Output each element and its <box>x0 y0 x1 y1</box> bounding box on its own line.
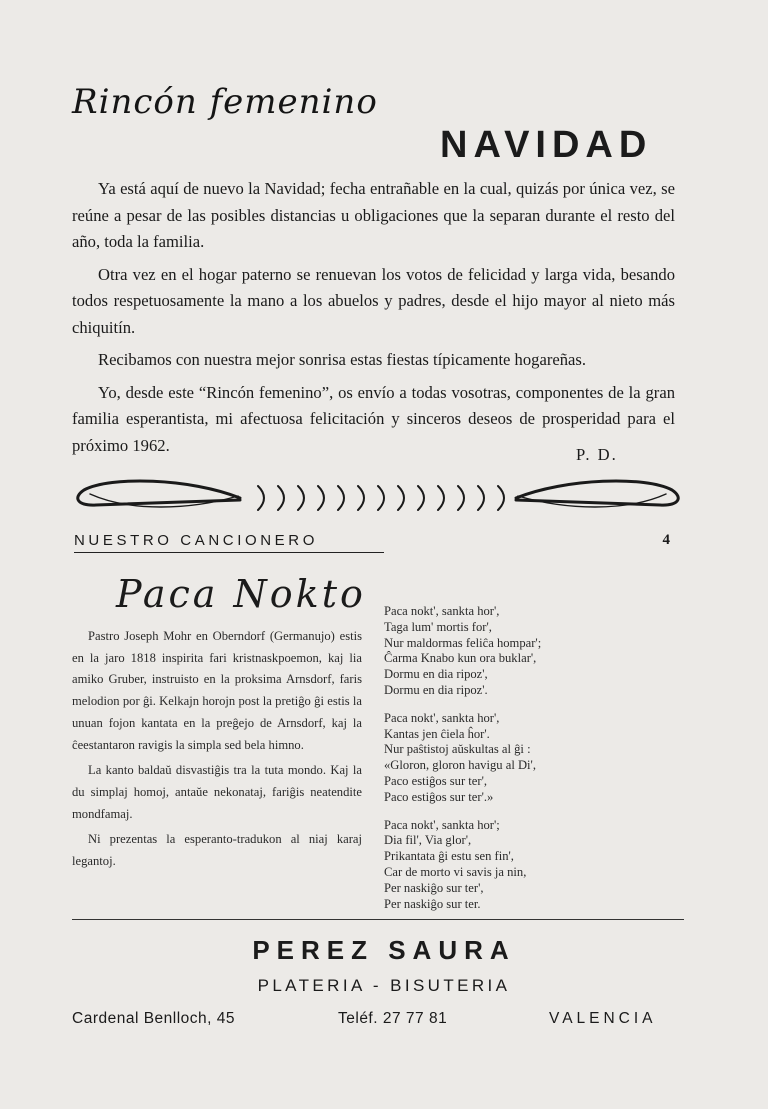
verse-line: Car de morto vi savis ja nin, <box>384 864 527 879</box>
advertiser-subtitle: PLATERIA - BISUTERIA <box>257 976 511 995</box>
verse-line: Paco estiĝos sur ter', <box>384 773 488 788</box>
song-verses <box>384 604 684 924</box>
verse-line: Paca nokt', sankta hor', <box>384 604 500 618</box>
song-title: Paca Nokto <box>116 572 366 616</box>
verse-line: Kantas jen ĉiela ĥor'. <box>384 726 490 741</box>
stanza <box>384 818 684 913</box>
horizontal-rule <box>72 919 684 920</box>
verse-line: Dormu en dia ripoz'. <box>384 682 488 697</box>
verse-line: Paca nokt', sankta hor'; <box>384 817 500 832</box>
advertiser-address: Cardenal Benlloch, 45 <box>72 1010 236 1027</box>
advertiser-phone: Teléf. 27 77 81 <box>338 1010 448 1027</box>
section-script-title: Rincón femenino <box>72 82 378 122</box>
verse-line: Ĉarma Knabo kun ora buklar', <box>384 651 537 666</box>
article-paragraph: Yo, desde este “Rincón femenino”, os envío a todas vosotras, componentes de la gran familia esperantista, mi afectuosa felicitación y sinceros deseos de prosperidad para el próximo 1962. <box>72 382 675 455</box>
verse-line: Nur paŝtistoj aŭskultas al ĝi : <box>384 742 531 757</box>
verse-line: Prikantata ĝi estu sen fin', <box>384 849 514 864</box>
article-signature: P. D. <box>576 445 618 464</box>
verse-line: Taga lum' mortis for', <box>384 619 492 634</box>
verse-line: Per naskiĝo sur ter. <box>384 896 481 911</box>
stanza <box>384 711 684 806</box>
verse-line: Paco estiĝos sur ter'.» <box>384 789 494 804</box>
article-paragraph: Ya está aquí de nuevo la Navidad; fecha entrañable en la cual, quizás por única vez, se reúne a pesar de las posibles distancias u obligaciones que la separan durante el resto del año, toda la familia. <box>72 179 675 251</box>
cancionero-header <box>74 532 680 554</box>
article-paragraph: Recibamos con nuestra mejor sonrisa estas fiestas típicamente hogareñas. <box>98 350 586 369</box>
intro-paragraph: Ni prezentas la esperanto-tradukon al niaj karaj legantoj. <box>72 832 362 869</box>
section-title: NUESTRO CANCIONERO <box>74 532 318 549</box>
song-intro <box>72 626 362 877</box>
page-number: 4 <box>662 532 670 548</box>
verse-line: Per naskiĝo sur ter', <box>384 880 484 895</box>
article-paragraph: Otra vez en el hogar paterno se renuevan los votos de felicidad y larga vida, besando todos respetuosamente la mano a los abuelos y padres, desde el hijo mayor al nieto más chiquitín. <box>72 264 675 337</box>
advertiser-city: VALENCIA <box>549 1010 657 1027</box>
verse-line: Nur maldormas feliĉa hompar'; <box>384 635 542 650</box>
verse-line: «Gloron, gloron havigu al Di', <box>384 758 536 773</box>
verse-line: Dormu en dia ripoz', <box>384 667 488 682</box>
verse-line: Dia fil', Via glor', <box>384 833 472 848</box>
article-title: NAVIDAD <box>440 124 653 166</box>
verse-line: Paca nokt', sankta hor', <box>384 710 500 725</box>
intro-paragraph: Pastro Joseph Mohr en Oberndorf (Germanujo) estis en la jaro 1818 inspirita fari kristnaskpoemon, kaj lia amiko Gruber, instruisto en la proksima Arnsdorf, faris melodion por ĝi. Kelkajn horojn post la pretiĝo ĝi estis la unuan fojon kantata en la preĝejo de Arnsdorf, kaj la ĉeestantaron ravigis la simpla sed bela himno. <box>72 629 362 752</box>
intro-paragraph: La kanto baldaŭ disvastiĝis tra la tuta mondo. Kaj la du simplaj homoj, antaŭe nekonataj, fariĝis neatendite mondfamaj. <box>72 763 362 821</box>
decorative-flourish-divider <box>70 472 686 522</box>
stanza <box>384 604 684 699</box>
article-body <box>72 176 675 465</box>
section-underline <box>74 552 384 553</box>
advertiser-name: PEREZ SAURA <box>252 935 516 965</box>
